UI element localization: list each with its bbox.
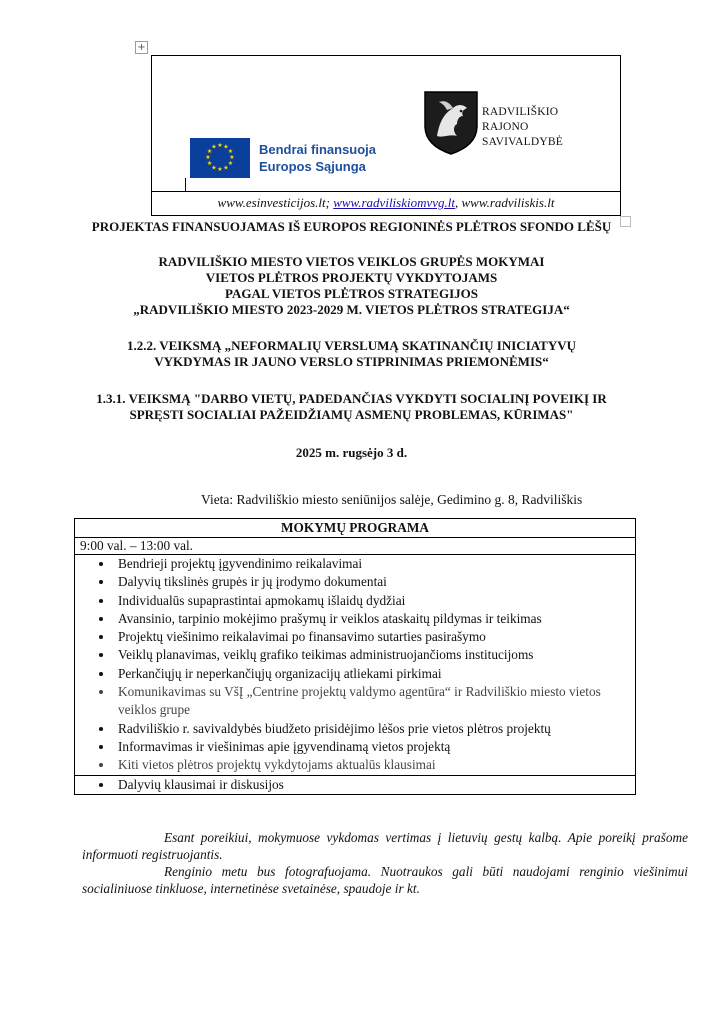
program-items-cell	[75, 555, 636, 776]
eu-funding-label	[259, 141, 376, 175]
action1-line-2: VYKDYMAS IR JAUNO VERSLO STIPRINIMAS PRIEMONĖMIS“	[154, 354, 549, 369]
svg-text:★: ★	[205, 154, 211, 161]
svg-text:★: ★	[223, 164, 229, 172]
list-item: • Perkančiųjų ir neperkančiųjų organizacijų atliekami pirkimai	[114, 665, 630, 683]
program-last-cell	[75, 775, 636, 794]
list-item: • Projektų viešinimo reikalavimai po finansavimo sutarties pasirašymo	[114, 628, 630, 646]
list-item: • Avansinio, tarpinio mokėjimo prašymų ir veiklos ataskaitų pildymas ir teikimas	[114, 610, 630, 628]
svg-text:★: ★	[217, 142, 223, 149]
program-title-row	[75, 519, 636, 538]
header-divider	[152, 191, 620, 192]
eu-flag-icon	[190, 138, 250, 178]
title-line-2: VIETOS PLĖTROS PROJEKTŲ VYKDYTOJAMS	[205, 270, 498, 285]
program-time: 9:00 val. – 13:00 val.	[75, 538, 636, 555]
program-last-list	[80, 776, 630, 794]
list-item: • Bendrieji projektų įgyvendinimo reikalavimai	[114, 555, 630, 573]
header-links	[152, 195, 620, 211]
note-sign-language-text: Esant poreikiui, mokymuose vykdomas vertimas į lietuvių gestų kalbą. Apie poreikį prašome informuoti registruojantis.	[82, 830, 688, 862]
list-item: • Kiti vietos plėtros projektų vykdytojams aktualūs klausimai	[114, 756, 630, 774]
program-table	[74, 518, 636, 795]
svg-text:★: ★	[206, 148, 213, 155]
svg-text:★: ★	[227, 148, 234, 155]
list-item: • Individualūs supaprastintai apmokamų išlaidų dydžiai	[114, 592, 630, 610]
program-items-row	[75, 555, 636, 776]
event-location: Vieta: Radviliškio miesto seniūnijos salėje, Gedimino g. 8, Radviliškis	[201, 492, 583, 507]
event-date: 2025 m. rugsėjo 3 d.	[295, 445, 408, 460]
svg-text:★: ★	[211, 164, 217, 172]
municipality-crest-icon	[423, 90, 479, 156]
municipality-name	[482, 105, 563, 150]
title-line-4: „RADVILIŠKIO MIESTO 2023-2029 M. VIETOS PLĖTROS STRATEGIJA“	[133, 302, 570, 317]
svg-text:★: ★	[223, 143, 229, 151]
link-radviliskis: www.radviliskis.lt	[461, 195, 555, 210]
text-cursor	[185, 178, 186, 191]
svg-text:★: ★	[217, 166, 223, 173]
svg-text:★: ★	[206, 160, 213, 167]
eu-text-line2: Europos Sąjunga	[259, 159, 366, 174]
svg-text:★: ★	[229, 154, 235, 161]
list-item: • Informavimas ir viešinimas apie įgyvendinamą vietos projektą	[114, 738, 630, 756]
svg-text:★: ★	[227, 160, 234, 167]
list-item: • Radviliškio r. savivaldybės biudžeto prisidėjimo lėšos prie vietos plėtros projektų	[114, 720, 630, 738]
link-radviliskiomvvg[interactable]: www.radviliskiomvvg.lt	[333, 195, 456, 210]
header-box	[151, 55, 621, 216]
list-item: • Dalyvių klausimai ir diskusijos	[114, 776, 630, 794]
title-line-1: RADVILIŠKIO MIESTO VIETOS VEIKLOS GRUPĖS MOKYMAI	[158, 254, 545, 269]
svg-text:★: ★	[211, 143, 217, 151]
note-photography-text: Renginio metu bus fotografuojama. Nuotraukos gali būti naudojami renginio viešinimui socialiniuose tinkluose, internetinėse svetainėse, spaudoje ir kt.	[82, 864, 688, 896]
table-move-handle[interactable]: +	[135, 41, 148, 54]
note-sign-language	[82, 829, 688, 863]
program-items-list	[80, 555, 630, 775]
action2-line-1: 1.3.1. VEIKSMĄ "DARBO VIETŲ, PADEDANČIAS VYKDYTI SOCIALINĮ POVEIKĮ IR	[96, 391, 607, 406]
cell-end-marker	[620, 216, 631, 227]
list-item: • Veiklų planavimas, veiklų grafiko teikimas administruojančioms institucijoms	[114, 646, 630, 664]
list-item: • Komunikavimas su VšĮ „Centrine projektų valdymo agentūra“ ir Radviliškio miesto vietos veiklos grupe	[114, 683, 630, 720]
program-time-row	[75, 538, 636, 555]
municipality-line1: RADVILIŠKIO	[482, 106, 559, 118]
program-title: MOKYMŲ PROGRAMA	[75, 519, 636, 538]
title-line-3: PAGAL VIETOS PLĖTROS STRATEGIJOS	[225, 286, 478, 301]
program-last-row	[75, 775, 636, 794]
action2-line-2: SPRĘSTI SOCIALIAI PAŽEIDŽIAMŲ ASMENŲ PROBLEMAS, KŪRIMAS"	[129, 407, 574, 422]
note-photography	[82, 863, 688, 897]
eu-text-line1: Bendrai finansuoja	[259, 142, 377, 157]
municipality-line3: SAVIVALDYBĖ	[482, 136, 564, 148]
link-separator: ,	[455, 195, 459, 210]
municipality-line2: RAJONO	[482, 121, 529, 133]
link-esinvesticijos: www.esinvesticijos.lt;	[217, 195, 330, 210]
action1-line-1: 1.2.2. VEIKSMĄ „NEFORMALIŲ VERSLUMĄ SKATINANČIŲ INICIATYVŲ	[126, 338, 577, 353]
list-item: • Dalyvių tikslinės grupės ir jų įrodymo dokumentai	[114, 573, 630, 591]
funding-line: PROJEKTAS FINANSUOJAMAS IŠ EUROPOS REGIONINĖS PLĖTROS SFONDO LĖŠŲ	[91, 219, 612, 234]
